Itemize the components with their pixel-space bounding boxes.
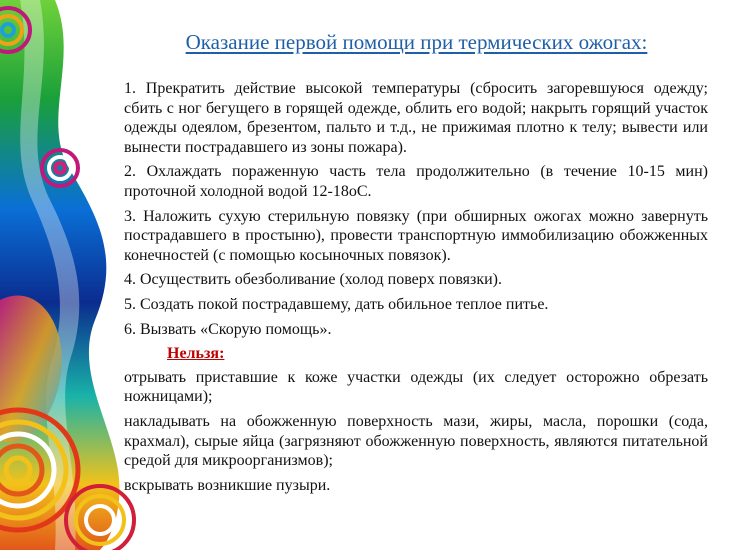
- step-3: 3. Наложить сухую стерильную повязку (при обширных ожогах можно завернуть пострадавшего в простыню), провести транспортную иммобилизацию обожженных конечностей (с помощью косыночных повязок).: [124, 207, 708, 264]
- forbidden-item-1: отрывать приставшие к коже участки одежды (их следует осторожно обрезать ножницами);: [124, 368, 708, 406]
- forbidden-item-3: вскрывать возникшие пузыри.: [124, 476, 331, 494]
- step-1: 1. Прекратить действие высокой температуры (сбросить загоревшуюся одежду; сбить с ног бегущего в горящей одежде, облить его водой; накрыть горящий участок одежды одеялом, брезентом, пальто и т.д., не прижимая плотно к телу; вывести или вынести пострадавшего из зоны пожара).: [124, 80, 708, 156]
- step-5: 5. Создать покой пострадавшему, дать обильное теплое питье.: [124, 295, 549, 313]
- slide-title: Оказание первой помощи при термических ожогах:: [185, 30, 648, 54]
- step-6: 6. Вызвать «Скорую помощь».: [124, 320, 332, 338]
- step-2: 2. Охлаждать пораженную часть тела продолжительно (в течение 10-15 мин) проточной холодной водой 12-18оС.: [124, 163, 708, 200]
- step-4: 4. Осуществить обезболивание (холод поверх повязки).: [124, 271, 503, 289]
- forbidden-heading: Нельзя:: [167, 345, 225, 363]
- slide-content: [124, 79, 708, 500]
- forbidden-item-2: накладывать на обожженную поверхность мази, жиры, масла, порошки (сода, крахмал), сырые яйца (загрязняют обожженную поверхность, являются питательной средой для микроорганизмов);: [124, 412, 708, 470]
